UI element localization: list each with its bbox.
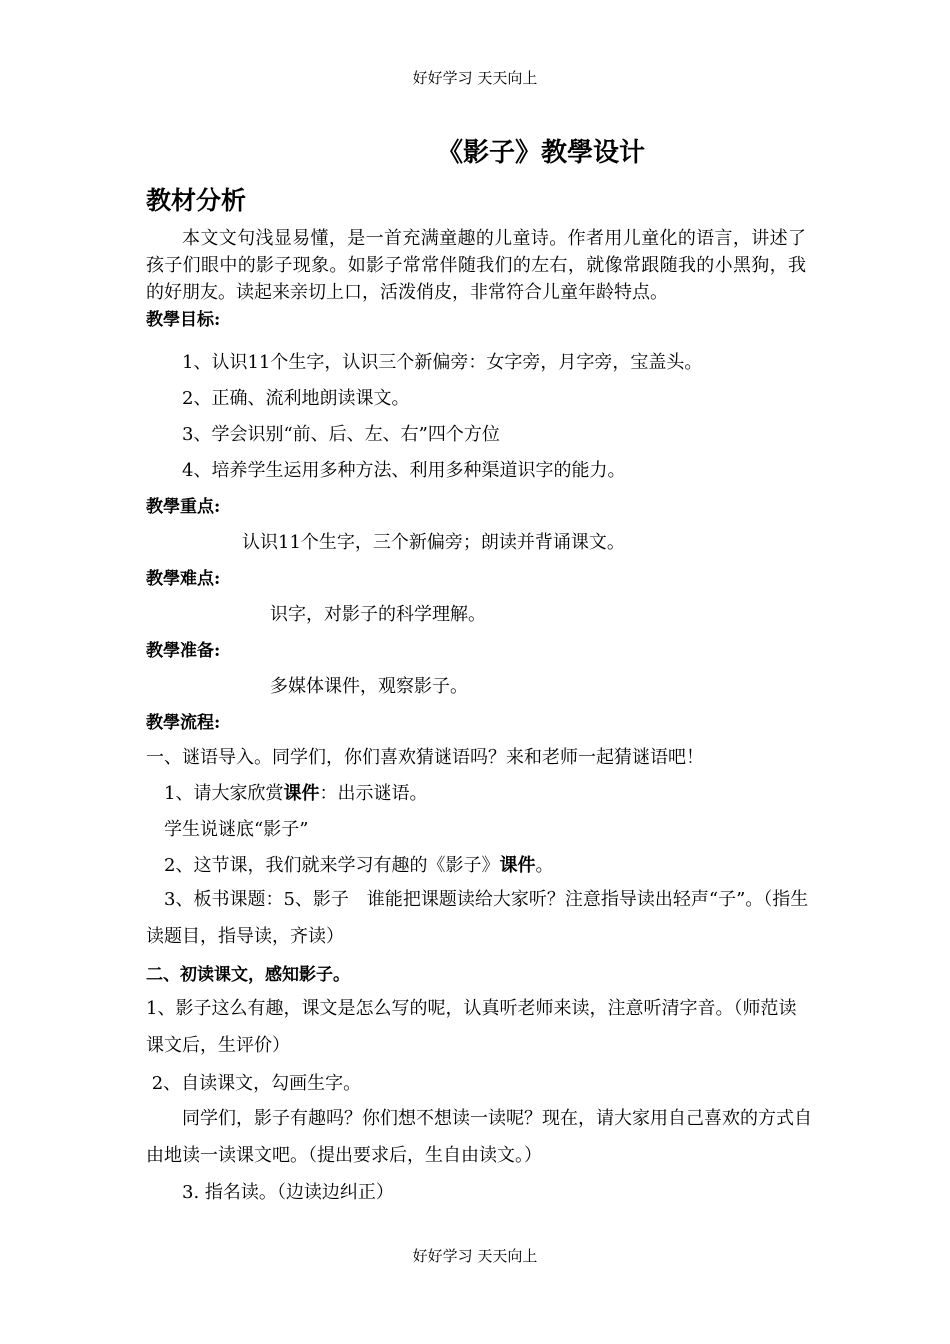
page-header: 好好学习 天天向上 xyxy=(412,69,538,87)
page-footer: 好好学习 天天向上 xyxy=(412,1247,538,1265)
item-emphasis: 课件 xyxy=(283,783,320,804)
process-heading: 教學流程: xyxy=(146,713,221,733)
focus-text: 认识11个生字，三个新偏旁；朗读并背诵课文。 xyxy=(242,532,625,553)
process-step-1-item-3: 3、板书课题：5、影子 谁能把课题读给大家听？注意指导读出轻声“子”。（指生读题目，指导读，齐读） xyxy=(146,889,809,947)
document-title: 《影子》教學设计 xyxy=(437,138,646,168)
process-step-1-title: 一、谜语导入。同学们，你们喜欢猜谜语吗？来和老师一起猜谜语吧！ xyxy=(146,747,704,768)
process-step-2-title: 二、初读课文，感知影子。 xyxy=(146,965,350,985)
process-step-1-item-1-sub: 学生说谜底“影子” xyxy=(164,819,309,840)
goal-item: 1、认识11个生字，认识三个新偏旁：女字旁，月字旁，宝盖头。 xyxy=(182,352,703,373)
process-step-2-item-2-body: 同学们，影子有趣吗？你们想不想读一读呢？现在，请大家用自己喜欢的方式自由地读一读课文吧。（提出要求后，生自由读文。） xyxy=(146,1108,812,1166)
process-step-2-item-2: 2、自读课文，勾画生字。 xyxy=(146,1073,362,1094)
section-heading-analysis: 教材分析 xyxy=(146,186,247,215)
item-text: 1、请大家欣赏 xyxy=(164,783,284,804)
process-step-1-item-1 xyxy=(164,781,427,807)
process-step-2-item-3: 3. 指名读。（边读边纠正） xyxy=(182,1182,394,1203)
item-text: ：出示谜语。 xyxy=(319,783,428,804)
goal-item: 4、培养学生运用多种方法、利用多种渠道识字的能力。 xyxy=(182,460,626,481)
goal-item: 2、正确、流利地朗读课文。 xyxy=(182,388,410,409)
difficulty-heading: 教學难点: xyxy=(146,569,221,589)
process-step-2-item-1: 1、影子这么有趣，课文是怎么写的呢，认真听老师来读，注意听清字音。（师范读课文后，生评价） xyxy=(146,998,797,1056)
analysis-paragraph: 本文文句浅显易懂，是一首充满童趣的儿童诗。作者用儿童化的语言，讲述了孩子们眼中的影子现象。如影子常常伴随我们的左右，就像常跟随我的小黑狗，我的好朋友。读起来亲切上口，活泼俏皮，非常符合儿童年龄特点。 xyxy=(146,228,806,303)
focus-heading: 教學重点: xyxy=(146,497,221,517)
item-emphasis: 课件 xyxy=(499,855,536,876)
prep-text: 多媒体课件，观察影子。 xyxy=(270,676,468,697)
prep-heading: 教學准备: xyxy=(146,641,221,661)
goal-item: 3、学会识别“前、后、左、右”四个方位 xyxy=(182,424,500,445)
item-text: 。 xyxy=(535,855,554,876)
item-text: 2、这节课，我们就来学习有趣的《影子》 xyxy=(164,855,500,876)
difficulty-text: 识字，对影子的科学理解。 xyxy=(270,604,486,625)
process-step-1-item-2 xyxy=(164,853,553,879)
goals-heading: 教學目标: xyxy=(146,310,221,330)
